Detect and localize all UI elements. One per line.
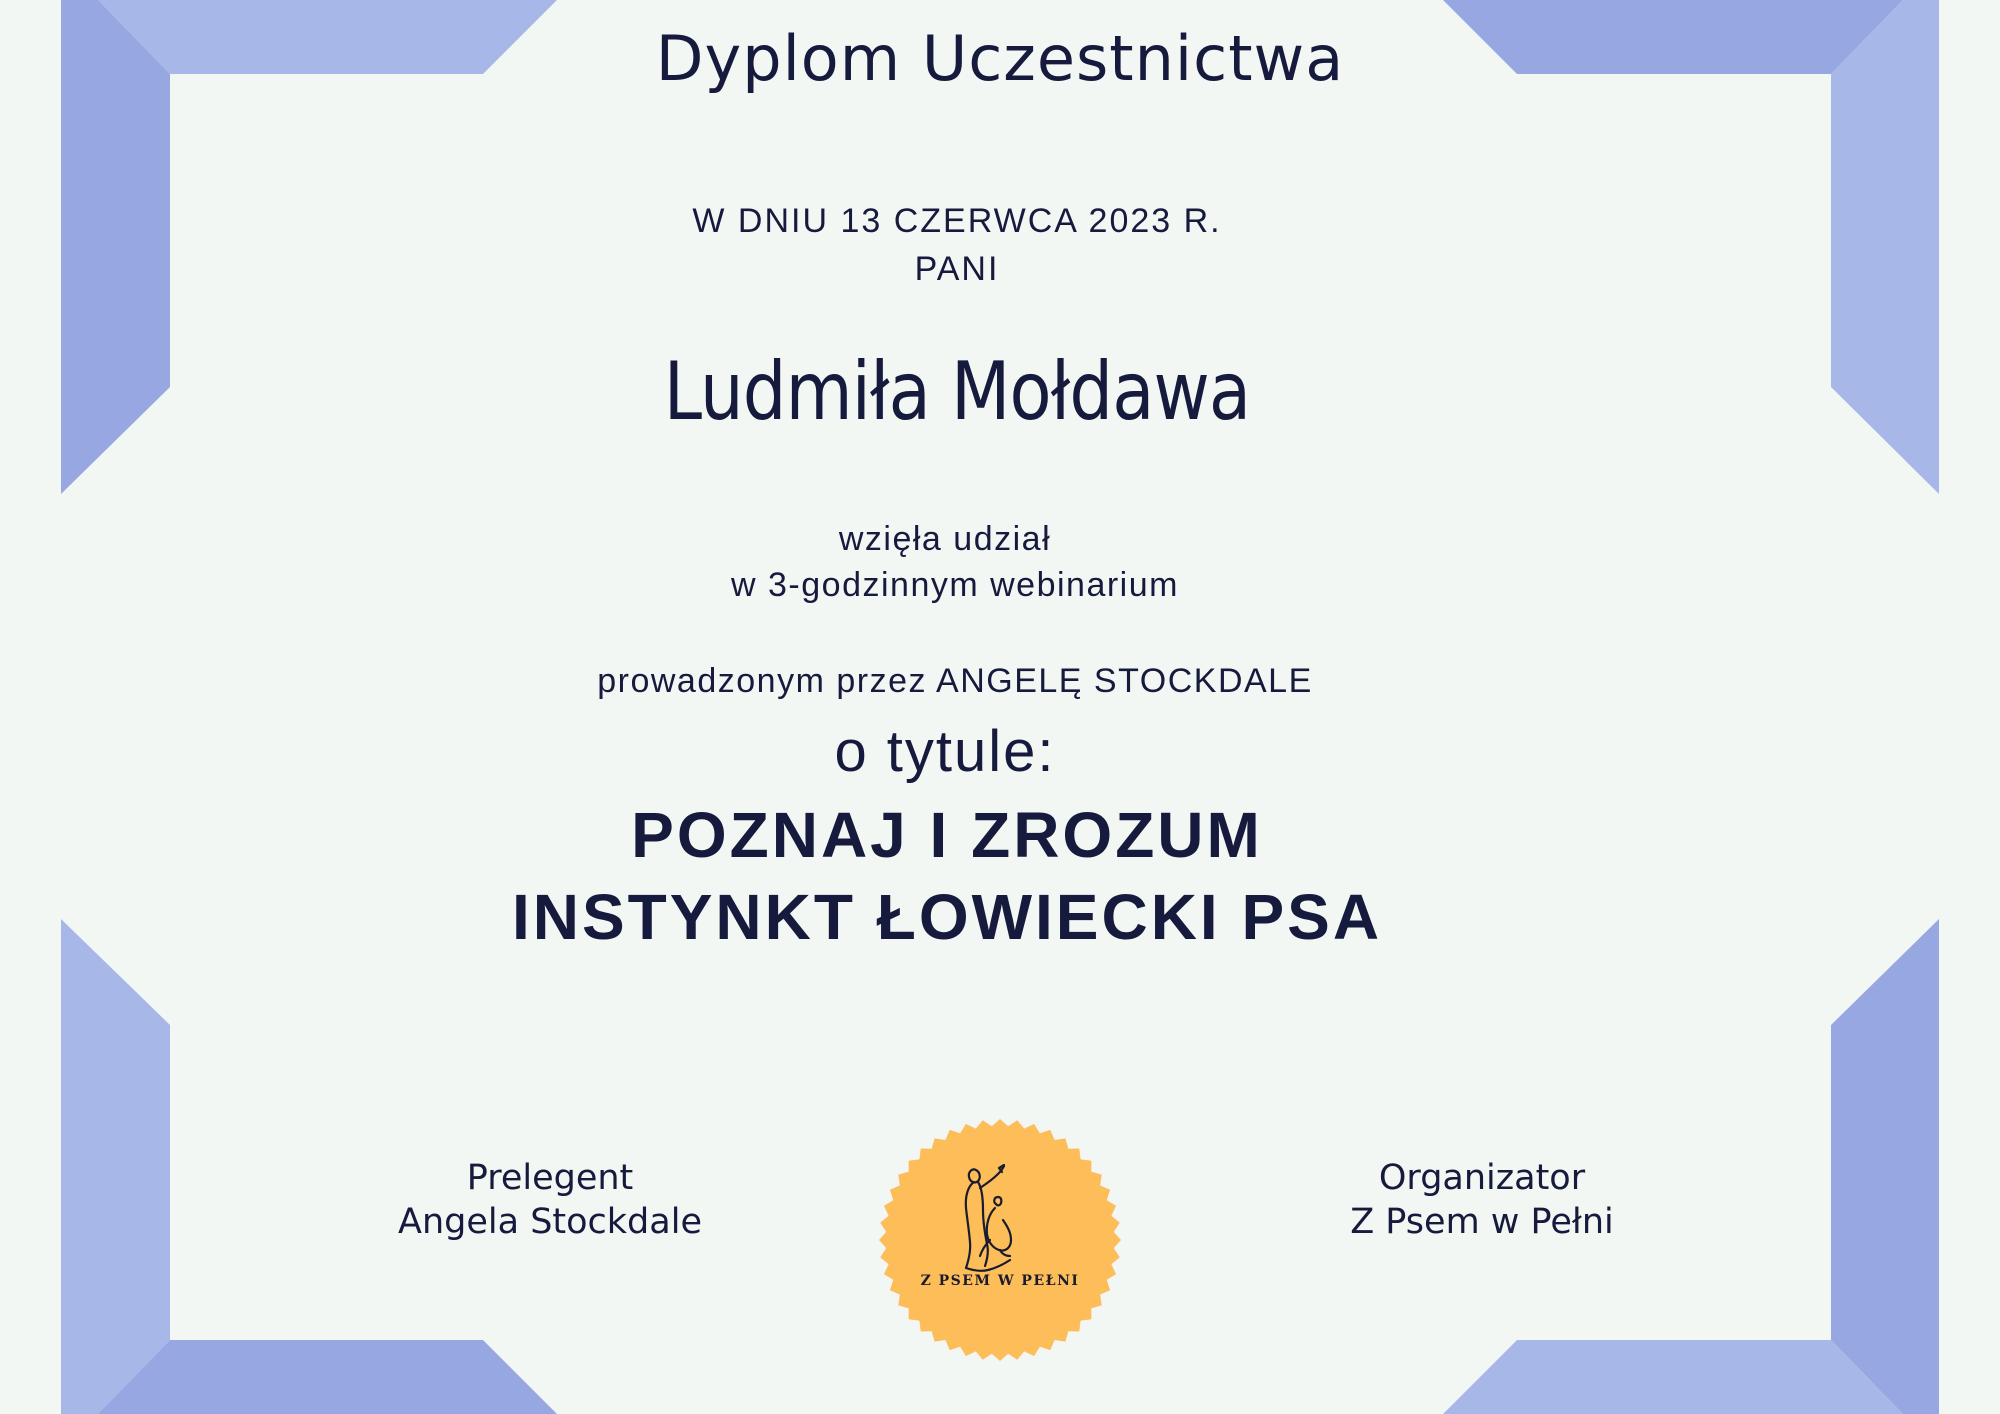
certificate-title: Dyplom Uczestnictwa: [655, 22, 1345, 95]
salutation: PANI: [914, 250, 1000, 288]
took-part-text: wzięła udział: [838, 520, 1052, 558]
organizer-role: Organizator: [1378, 1158, 1586, 1198]
organizer-name: Z Psem w Pełni: [1350, 1202, 1614, 1242]
topic-title-line-2: INSTYNKT ŁOWIECKI PSA: [511, 881, 1383, 953]
led-by-text: prowadzonym przez ANGELĘ STOCKDALE: [597, 662, 1313, 700]
date-line: W DNIU 13 CZERWCA 2023 R.: [692, 202, 1222, 240]
seal-text: Z PSEM W PEŁNI: [920, 1273, 1080, 1289]
speaker-signature: [300, 1156, 800, 1244]
recipient-name: Ludmiła Mołdawa: [663, 345, 1251, 438]
webinar-info: w 3-godzinnym webinarium: [731, 566, 1179, 604]
organizer-signature: [1232, 1156, 1732, 1244]
speaker-role: Prelegent: [466, 1158, 634, 1198]
topic-title-line-1: POZNAJ I ZROZUM: [631, 799, 1263, 871]
topic-intro: o tytule:: [834, 719, 1056, 784]
organizer-seal: [878, 1118, 1122, 1362]
speaker-name: Angela Stockdale: [398, 1202, 702, 1242]
